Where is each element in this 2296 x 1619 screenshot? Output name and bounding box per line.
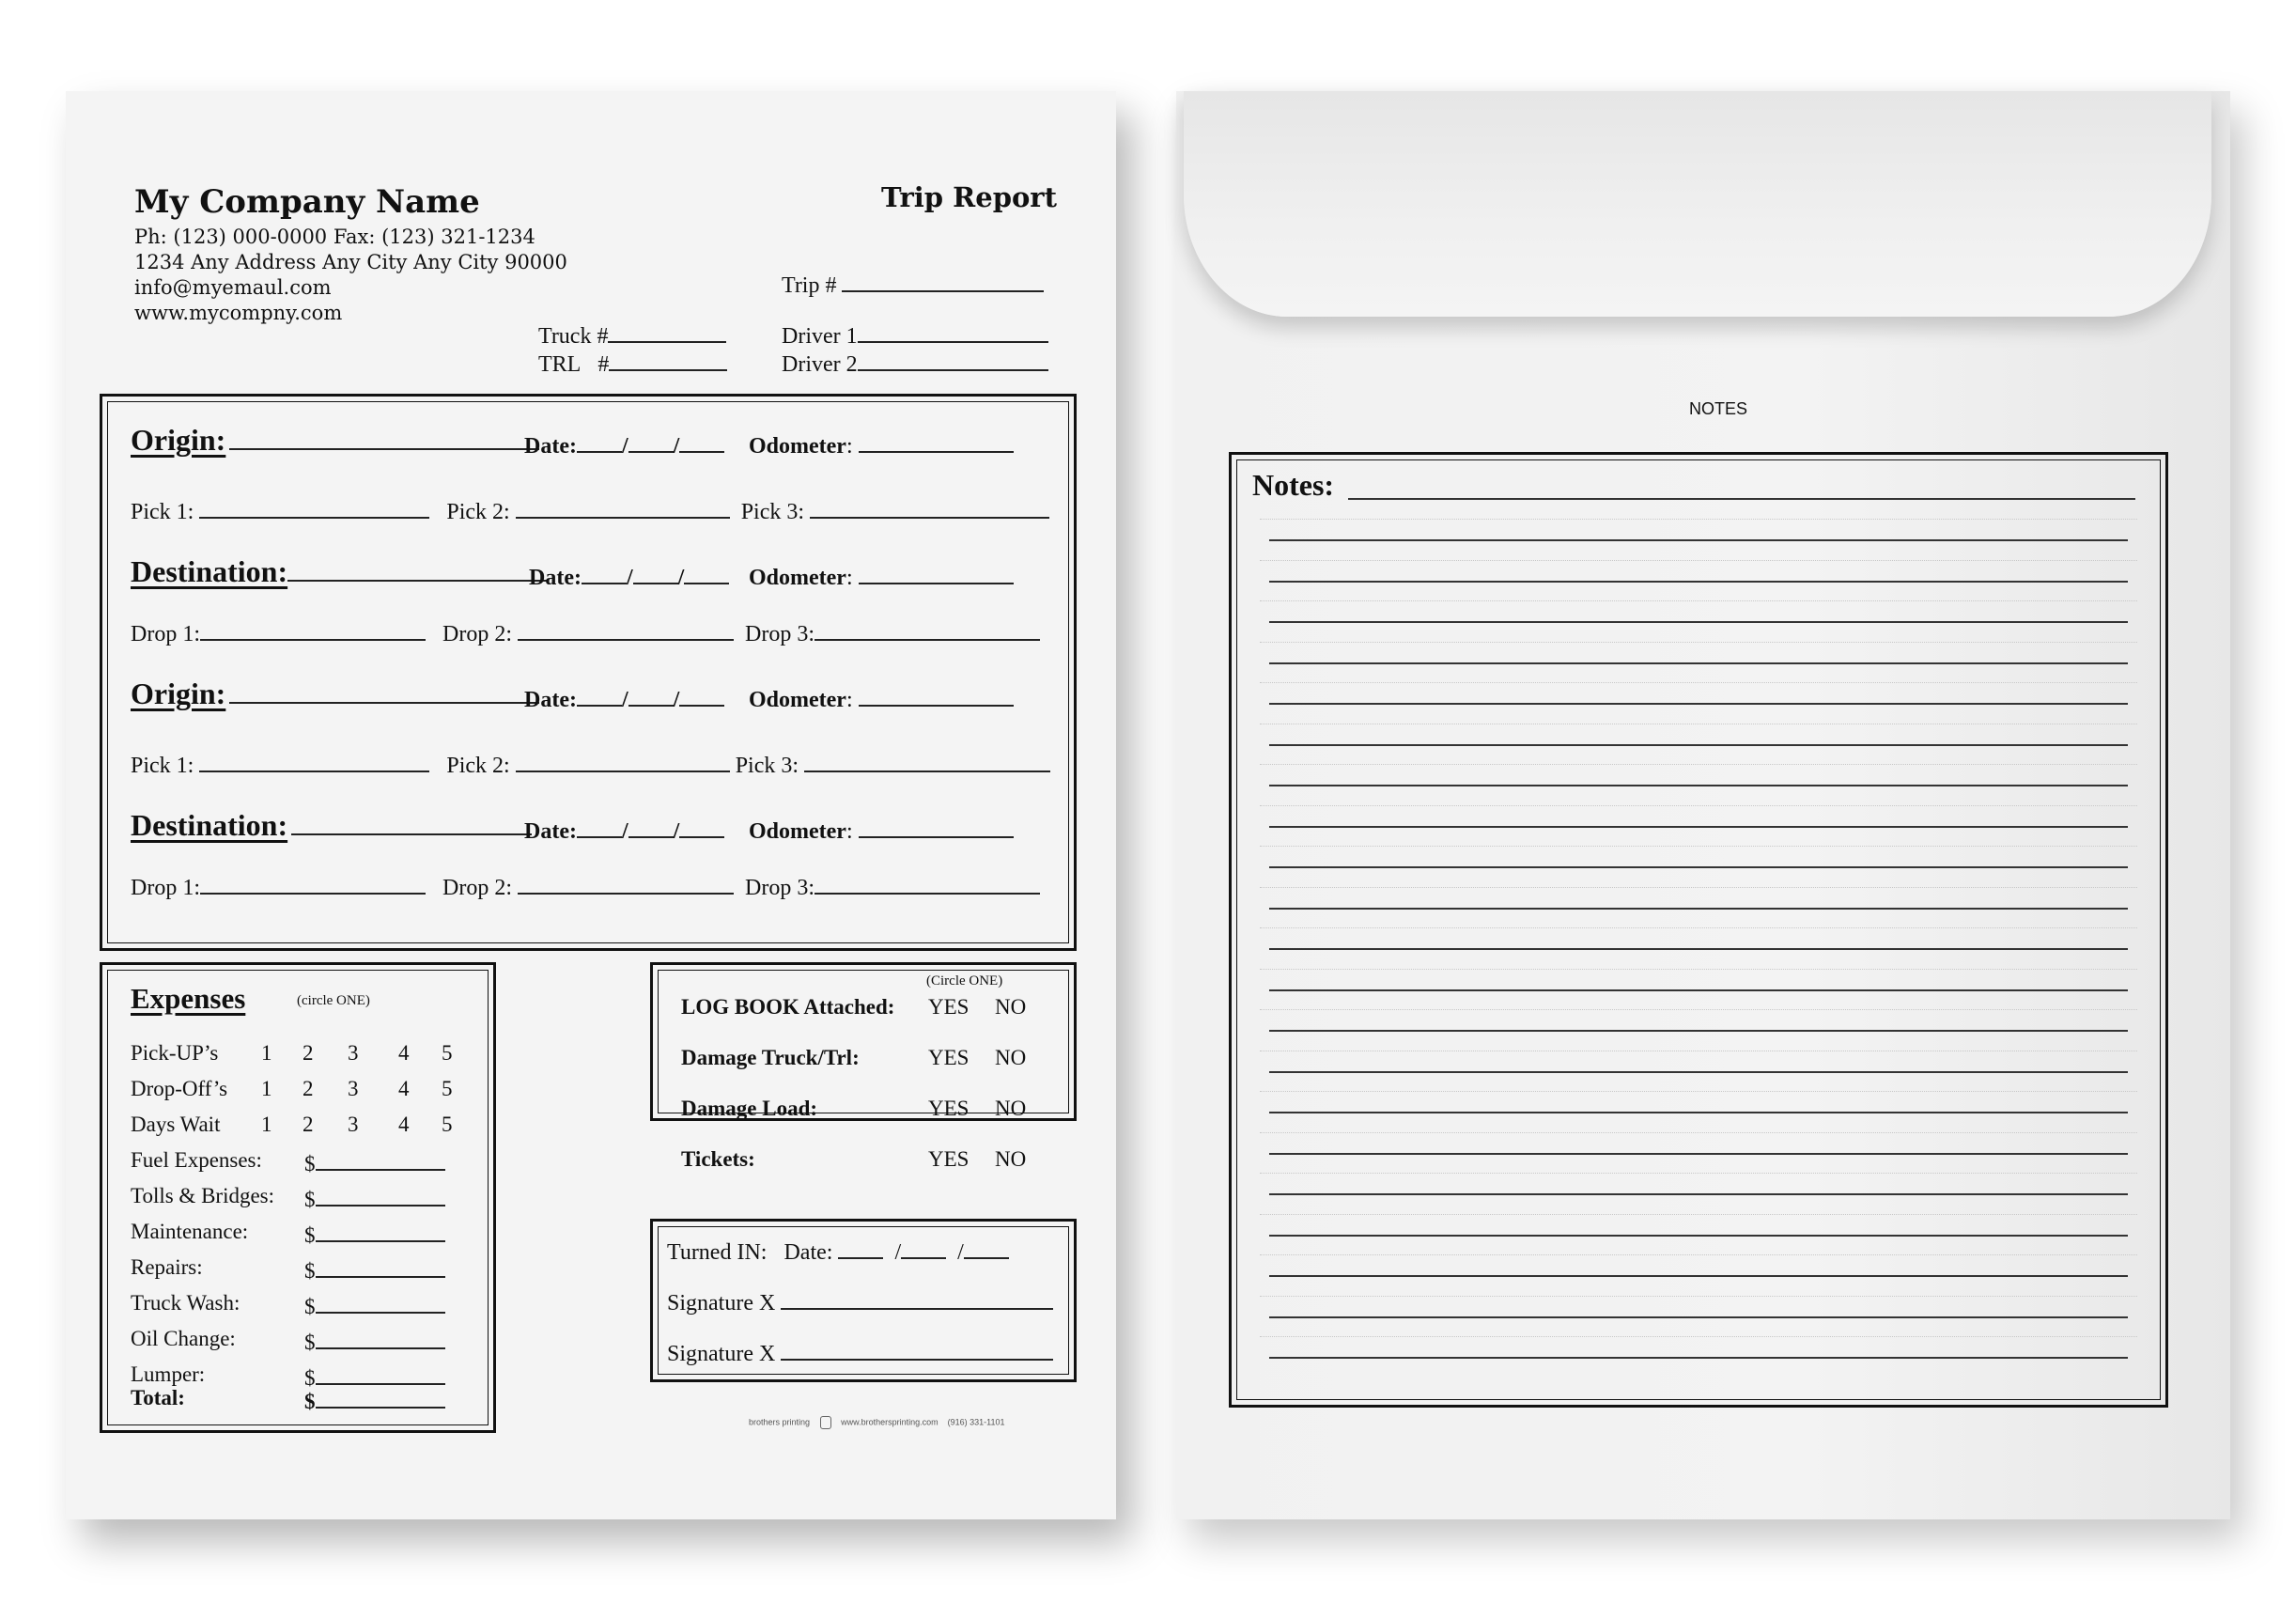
note-line[interactable] [1269,1357,2128,1359]
expense-count-option[interactable]: 2 [303,1041,314,1065]
expenses-circle-note: (circle ONE) [297,993,370,1008]
expense-count-option[interactable]: 5 [442,1041,453,1065]
driver2-label: Driver 2 [782,352,858,377]
dollar-sign: $ [304,1295,316,1318]
expense-money-label: Repairs: [131,1255,203,1279]
note-guide-dots [1260,682,2137,683]
dollar-sign: $ [304,1366,316,1390]
drop2-label: Drop 2: [442,622,512,646]
total-row[interactable] [131,1386,185,1410]
pick2-label: Pick 2: [446,500,510,524]
check-no-option[interactable]: NO [995,995,1027,1019]
trl-label: TRL [538,352,582,377]
signature-2-label: Signature X [667,1342,776,1366]
expense-count-option[interactable]: 3 [348,1077,359,1100]
expense-money-label: Maintenance: [131,1220,249,1243]
note-line[interactable] [1269,1112,2128,1113]
destination-1-row[interactable] [131,554,549,589]
expense-count-option[interactable]: 5 [442,1113,453,1136]
turned-in-row[interactable]: Turned IN: Date: / / [667,1237,1009,1266]
check-yes-option[interactable]: YES [928,1147,970,1171]
destination-2-date[interactable]: Date: / / [524,816,724,845]
note-guide-dots [1260,600,2137,601]
expense-count-option[interactable]: 3 [348,1113,359,1136]
expense-money-label: Tolls & Bridges: [131,1184,275,1207]
expense-count-option[interactable]: 3 [348,1041,359,1065]
trl-hash: # [597,352,610,377]
notes-box [1229,452,2168,1408]
pick-row-2[interactable]: Pick 1: Pick 2: Pick 3: [131,750,1050,779]
expense-count-option[interactable]: 5 [442,1077,453,1100]
note-guide-dots [1260,1336,2137,1337]
signature-2-field[interactable] [667,1338,1053,1367]
footer-url: www.brothersprinting.com [841,1417,939,1427]
note-guide-dots [1260,927,2137,928]
expense-count-label: Drop-Off’s [131,1077,228,1100]
note-guide-dots [1260,1173,2137,1174]
dollar-sign: $ [304,1152,316,1175]
check-no-option[interactable]: NO [995,1097,1027,1120]
check-label: Damage Truck/Trl: [681,1046,860,1069]
note-line[interactable] [1269,948,2128,950]
drop3-label: Drop 3: [745,622,814,646]
expense-count-label: Days Wait [131,1113,221,1136]
trip-stops-box [100,394,1077,951]
note-line[interactable] [1269,1316,2128,1318]
expenses-title: Expenses [131,982,246,1015]
truck-label: Truck # [538,324,609,349]
truck-number-field[interactable] [538,320,726,350]
note-guide-dots [1260,969,2137,970]
drop-row-1[interactable] [131,618,1040,647]
dollar-sign: $ [304,1223,316,1247]
check-yes-option[interactable]: YES [928,1046,970,1069]
odometer-label: Odometer [749,434,846,459]
note-line[interactable] [1269,1275,2128,1277]
note-line[interactable] [1269,908,2128,910]
driver1-field[interactable] [782,320,1048,350]
footer-phone: (916) 331-1101 [947,1417,1005,1427]
trip-line [842,270,1044,292]
notes-heading: NOTES [1689,399,1748,418]
truck-line [608,320,726,343]
destination-1-date[interactable]: Date: / / [529,562,729,591]
trip-label: Trip # [782,273,837,298]
note-guide-dots [1260,560,2137,561]
notes-first-line[interactable] [1348,498,2135,500]
note-line[interactable] [1269,1193,2128,1195]
expense-count-option[interactable]: 2 [303,1077,314,1100]
origin-2-date[interactable]: Date: / / [524,684,724,713]
note-line[interactable] [1269,1235,2128,1237]
check-label: Damage Load: [681,1097,818,1120]
expense-money-label: Truck Wash: [131,1291,240,1315]
dollar-sign: $ [304,1259,316,1283]
note-line[interactable] [1269,785,2128,786]
total-label: Total: [131,1386,185,1409]
note-guide-dots [1260,1254,2137,1255]
footer-brand: brothers printing [749,1417,811,1427]
company-name: My Company Name [134,183,480,221]
check-label: Tickets: [681,1147,755,1171]
note-guide-dots [1260,764,2137,765]
notes-label: Notes: [1252,468,1335,502]
dollar-sign: $ [304,1331,316,1354]
expense-count-option[interactable]: 2 [303,1113,314,1136]
signature-1-field[interactable] [667,1287,1053,1316]
note-guide-dots [1260,887,2137,888]
note-guide-dots [1260,1009,2137,1010]
origin-1-label: Origin: [131,423,226,457]
expense-count-label: Pick-UP’s [131,1041,219,1065]
trip-stops-box-inner [107,401,1069,943]
destination-1-odometer[interactable]: Odometer: [749,562,1014,591]
origin-1-row[interactable] [131,423,539,458]
note-line[interactable] [1269,1153,2128,1155]
company-email: info@myemaul.com [134,276,332,299]
drop1-label: Drop 1: [131,622,200,646]
dollar-sign: $ [304,1188,316,1211]
check-yes-option[interactable]: YES [928,1097,970,1120]
driver2-field[interactable] [782,349,1048,378]
note-line[interactable] [1269,621,2128,623]
destination-2-odometer[interactable]: Odometer: [749,816,1014,845]
signature-1-label: Signature X [667,1291,776,1315]
note-line[interactable] [1269,703,2128,705]
expenses-box [100,962,496,1433]
pick3-label: Pick 3: [740,500,805,524]
turned-in-box [650,1219,1077,1382]
note-line[interactable] [1269,744,2128,746]
note-line[interactable] [1269,581,2128,583]
expense-money-field[interactable] [304,1291,445,1319]
expense-count-option[interactable]: 1 [261,1077,272,1100]
trip-number-field[interactable] [782,270,1044,299]
note-line[interactable] [1269,1071,2128,1073]
driver1-line [858,320,1048,343]
expense-money-label: Lumper: [131,1362,206,1386]
trip-report-sheet [66,91,1116,1519]
company-address: 1234 Any Address Any City Any City 90000 [134,251,567,273]
total-amount[interactable]: $ [304,1386,445,1414]
pick1-label: Pick 1: [131,500,194,524]
turned-in-label: Turned IN: [667,1240,768,1265]
expense-count-option[interactable]: 1 [261,1113,272,1136]
trl-number-field[interactable] [538,349,727,378]
note-line[interactable] [1269,539,2128,541]
check-yes-option[interactable]: YES [928,995,970,1019]
check-label: LOG BOOK Attached: [681,995,895,1019]
origin-1-date[interactable]: Date: / / [524,430,724,459]
expense-count-option[interactable]: 4 [398,1113,410,1136]
note-guide-dots [1260,1296,2137,1297]
expense-money-field[interactable] [304,1184,445,1212]
notes-envelope [1176,91,2230,1519]
expense-money-field[interactable] [304,1255,445,1284]
envelope-flap [1184,91,2211,317]
destination-2-label: Destination: [131,808,288,842]
expense-count-option[interactable]: 4 [398,1077,410,1100]
date-label: Date: [524,434,577,459]
footer [749,1416,1005,1429]
note-line[interactable] [1269,662,2128,664]
expense-count-option[interactable]: 4 [398,1041,410,1065]
note-line[interactable] [1269,866,2128,868]
expense-money-field[interactable] [304,1220,445,1248]
note-guide-dots [1260,805,2137,806]
trl-line [609,349,727,371]
note-guide-dots [1260,846,2137,847]
checks-circle-note: (Circle ONE) [926,973,1003,989]
expense-money-label: Fuel Expenses: [131,1148,262,1172]
driver1-label: Driver 1 [782,324,858,349]
origin-2-row[interactable] [131,677,539,711]
origin-1-odometer[interactable]: Odometer: [749,430,1014,459]
origin-2-odometer[interactable]: Odometer: [749,684,1014,713]
note-guide-dots [1260,1091,2137,1092]
expense-money-field[interactable] [304,1148,445,1176]
note-line[interactable] [1269,1030,2128,1032]
expense-count-option[interactable]: 1 [261,1041,272,1065]
note-line[interactable] [1269,989,2128,991]
note-guide-dots [1260,519,2137,520]
turned-in-date-label: Date: [783,1240,833,1265]
expense-money-field[interactable] [304,1327,445,1355]
expense-money-label: Oil Change: [131,1327,236,1350]
checks-box [650,962,1077,1171]
check-no-option[interactable]: NO [995,1147,1027,1171]
destination-2-row[interactable] [131,808,532,843]
company-phone: Ph: (123) 000-0000 Fax: (123) 321-1234 [134,226,535,248]
note-guide-dots [1260,1214,2137,1215]
drop-row-2[interactable]: Drop 1: Drop 2: Drop 3: [131,872,1040,901]
report-title: Trip Report [881,181,1057,213]
origin-2-label: Origin: [131,677,226,710]
origin-1-line [229,428,539,450]
note-guide-dots [1260,1132,2137,1133]
note-line[interactable] [1269,826,2128,828]
pick-row-1[interactable] [131,496,1049,525]
destination-1-label: Destination: [131,554,288,588]
company-website: www.mycompny.com [134,302,343,324]
check-no-option[interactable]: NO [995,1046,1027,1069]
driver2-line [858,349,1048,371]
note-guide-dots [1260,642,2137,643]
brand-logo-icon [820,1416,831,1429]
